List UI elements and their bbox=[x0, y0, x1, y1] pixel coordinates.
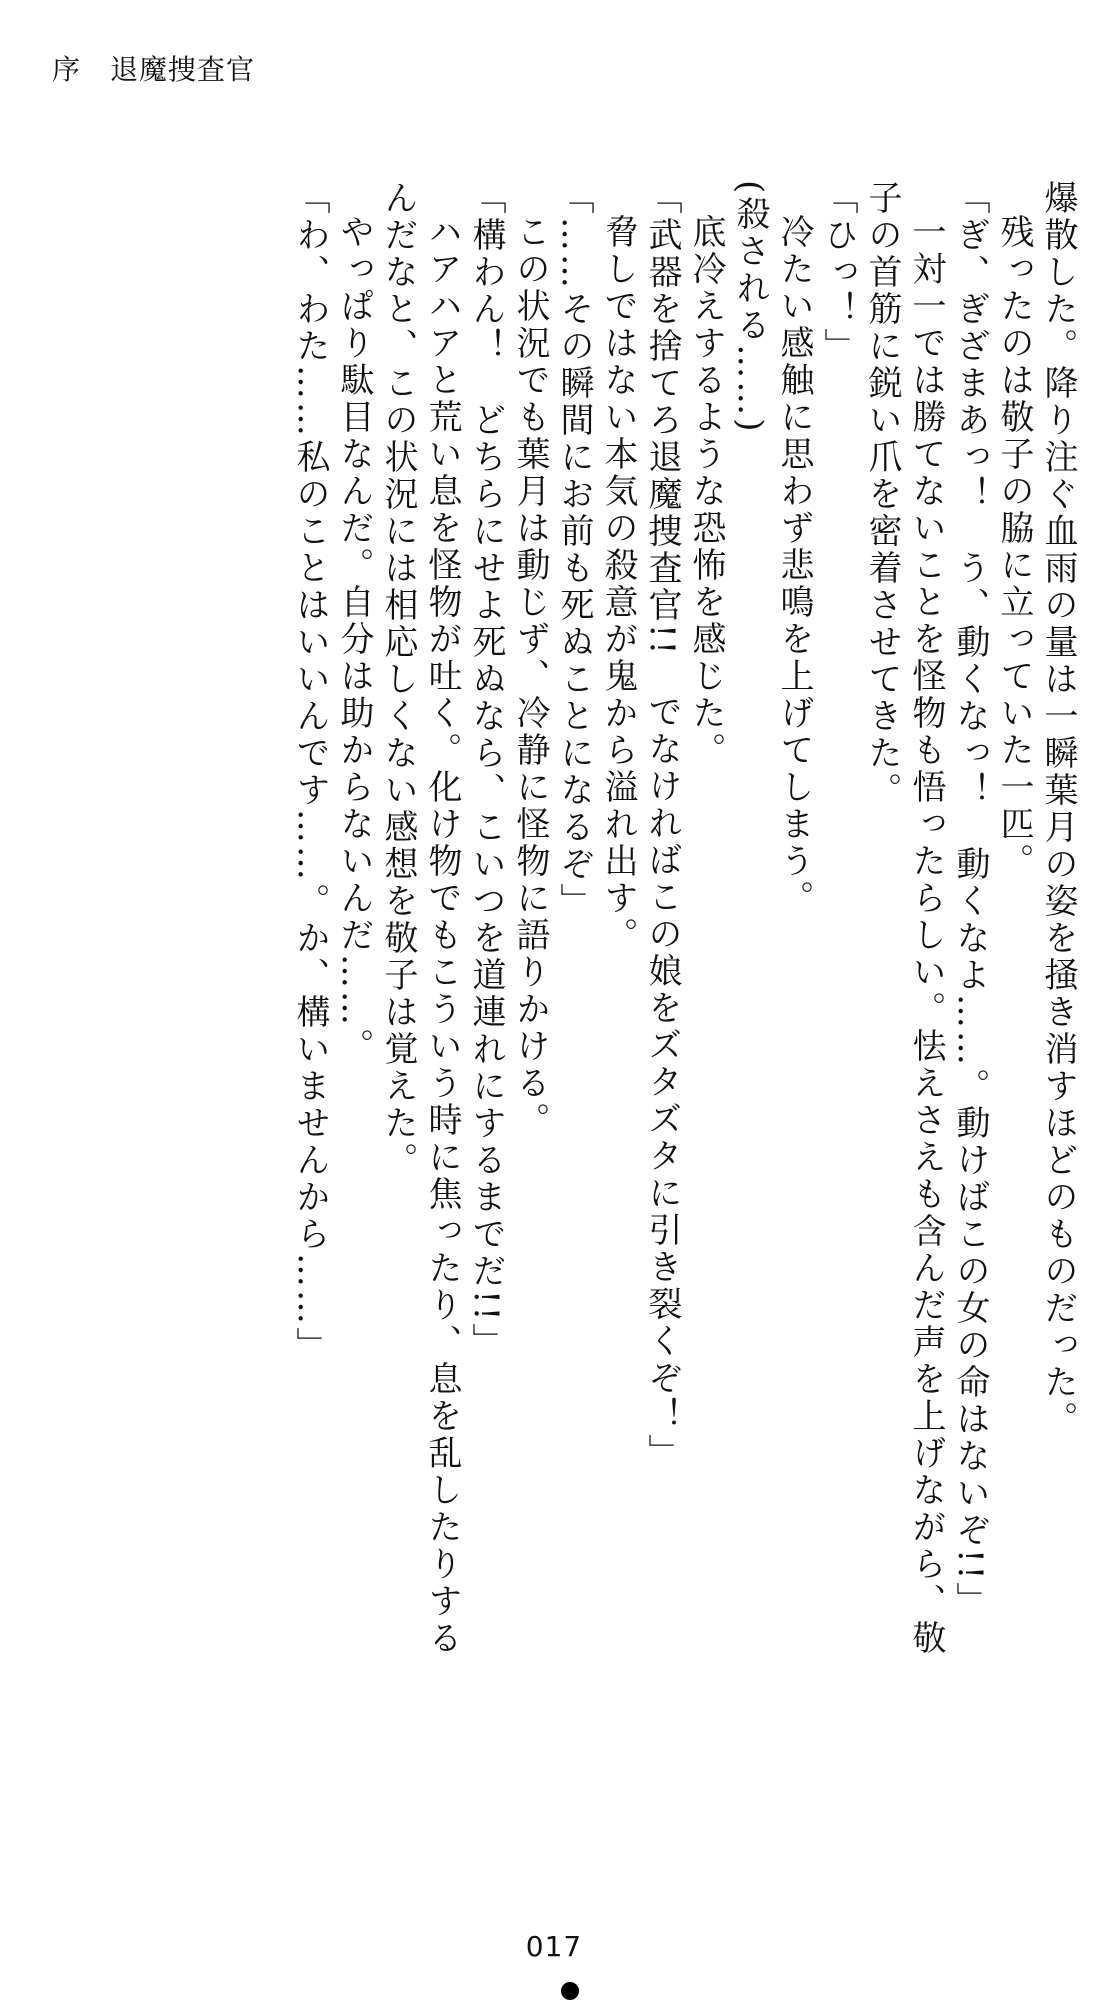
text-line: 一対一では勝てないことを怪物も悟ったらしい。怯えさえも含んだ声を上げながら、敬 bbox=[906, 214, 946, 1657]
text-line: 「構わん！ どちらにせよ死ぬなら、こいつを道連れにするまでだ!!」 bbox=[466, 180, 506, 1361]
text-line: ハアハアと荒い息を怪物が吐く。化け物でもこういう時に焦ったり、息を乱したりする bbox=[422, 214, 462, 1657]
text-line: 「わ、わた……私のことはいいんです……。か、構いませんから……」 bbox=[290, 180, 330, 1364]
text-line: 底冷えするような恐怖を感じた。 bbox=[686, 214, 726, 769]
vertical-text-body bbox=[40, 180, 1080, 1657]
text-line: んだなと、この状況には相応しくない感想を敬子は覚えた。 bbox=[378, 180, 418, 1179]
text-line: 残ったのは敬子の脇に立っていた一匹。 bbox=[994, 214, 1034, 880]
text-line: 冷たい感触に思わず悲鳴を上げてしまう。 bbox=[774, 214, 814, 917]
text-line: (殺される……) bbox=[730, 180, 770, 435]
chapter-header: 序 退魔捜査官 bbox=[52, 53, 256, 86]
text-line: やっぱり駄目なんだ。自分は助からないんだ……。 bbox=[334, 214, 374, 1065]
page-number: 017 bbox=[525, 1930, 583, 1963]
page-marker-dot bbox=[561, 1982, 579, 2000]
text-line: 子の首筋に鋭い爪を密着させてきた。 bbox=[862, 180, 902, 809]
text-line: 「武器を捨てろ退魔捜査官!! でなければこの娘をズタズタに引き裂くぞ！」 bbox=[642, 180, 682, 1472]
page-footer bbox=[0, 1930, 1108, 1963]
text-line: この状況でも葉月は動じず、冷静に怪物に語りかける。 bbox=[510, 214, 550, 1139]
text-line: 「……その瞬間にお前も死ぬことになるぞ」 bbox=[554, 180, 594, 920]
text-line: 「ぎ、ぎざまあっ！ う、動くなっ！ 動くなよ……。動けばこの女の命はないぞ!!」 bbox=[950, 180, 990, 1620]
text-line: 爆散した。降り注ぐ血雨の量は一瞬葉月の姿を掻き消すほどのものだった。 bbox=[1038, 180, 1078, 1438]
text-line: 「ひっ！」 bbox=[818, 180, 858, 365]
text-line: 脅しではない本気の殺意が鬼から溢れ出す。 bbox=[598, 214, 638, 954]
